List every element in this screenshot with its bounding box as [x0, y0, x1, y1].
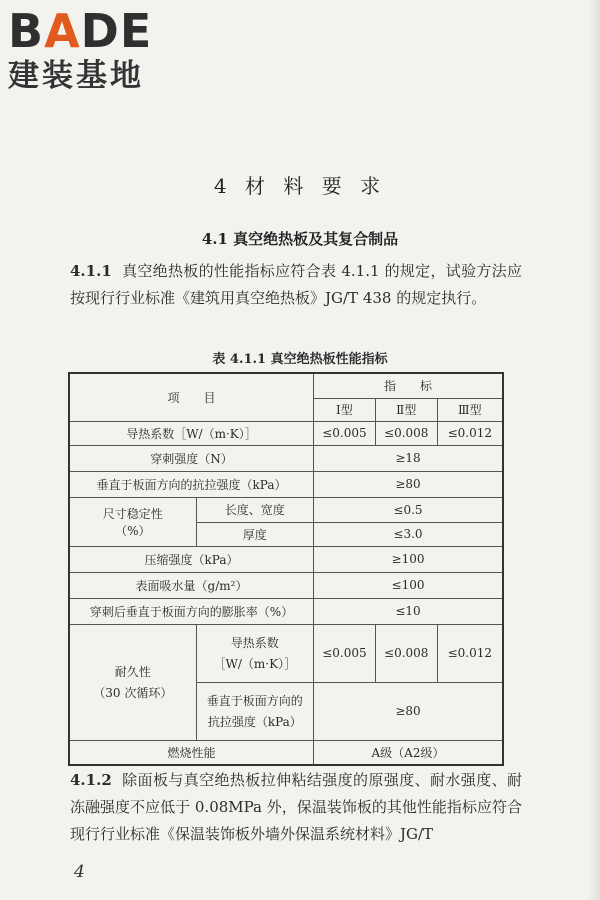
cell-thickness: ≤3.0 — [314, 522, 504, 546]
sublabel-thickness: 厚度 — [196, 522, 313, 546]
clause-number: 4.1.1 — [70, 262, 112, 280]
cell-thermal-1: ≤0.005 — [314, 421, 376, 445]
bade-logo — [8, 6, 178, 94]
header-item: 项 目 — [69, 373, 314, 421]
row-label-swelling: 穿刺后垂直于板面方向的膨胀率（%） — [69, 598, 314, 624]
clause-number: 4.1.2 — [70, 771, 112, 789]
table-title: 表 4.1.1 真空绝热板性能指标 — [212, 352, 388, 367]
cell-thermal-3: ≤0.012 — [437, 421, 503, 445]
clause-text: 真空绝热板的性能指标应符合表 4.1.1 的规定，试验方法应按现行行业标准《建筑用真空绝热板》JG/T 438 的规定执行。 — [70, 262, 522, 307]
sublabel-durability-tensile: 垂直于板面方向的 抗拉强度（kPa） — [196, 682, 313, 740]
cell-durability-thermal-2: ≤0.008 — [375, 624, 437, 682]
page-number: 4 — [74, 862, 85, 882]
sublabel-length: 长度、宽度 — [196, 497, 313, 522]
header-index: 指 标 — [314, 373, 504, 398]
row-label-tensile: 垂直于板面方向的抗拉强度（kPa） — [69, 471, 314, 497]
chapter-title: 4 材 料 要 求 — [213, 174, 387, 198]
cell-thermal-2: ≤0.008 — [375, 421, 437, 445]
cell-durability-thermal-1: ≤0.005 — [314, 624, 376, 682]
row-label-puncture: 穿刺强度（N） — [69, 445, 314, 471]
row-label-fire: 燃烧性能 — [69, 740, 314, 765]
row-label-dimension: 尺寸稳定性 （%） — [69, 497, 196, 546]
logo-wordmark: BADE — [8, 4, 153, 58]
clause-4-1-2 — [70, 767, 522, 848]
cell-fire: A级（A2级） — [314, 740, 504, 765]
row-label-compress: 压缩强度（kPa） — [69, 546, 314, 572]
section-title: 4.1 真空绝热板及其复合制品 — [201, 230, 399, 248]
logo-subtitle: 建装基地 — [8, 58, 144, 94]
row-label-durability: 耐久性 （30 次循环） — [69, 624, 196, 740]
clause-text: 除面板与真空绝热板拉伸粘结强度的原强度、耐水强度、耐冻融强度不应低于 0.08MPa 外，保温装饰板的其他性能指标应符合现行行业标准《保温装饰板外墙外保温系统材料》JG/T — [70, 771, 522, 843]
performance-table — [68, 372, 504, 766]
header-type-2: Ⅱ型 — [375, 398, 437, 421]
clause-4-1-1 — [70, 258, 522, 312]
header-type-3: Ⅲ型 — [437, 398, 503, 421]
page-edge-shadow — [588, 0, 600, 900]
cell-length: ≤0.5 — [314, 497, 504, 522]
cell-swelling: ≤10 — [314, 598, 504, 624]
cell-tensile: ≥80 — [314, 471, 504, 497]
cell-puncture: ≥18 — [314, 445, 504, 471]
cell-absorb: ≤100 — [314, 572, 504, 598]
row-label-thermal: 导热系数［W/（m·K）］ — [69, 421, 314, 445]
header-type-1: Ⅰ型 — [314, 398, 376, 421]
cell-durability-tensile: ≥80 — [314, 682, 504, 740]
sublabel-durability-thermal: 导热系数 ［W/（m·K）］ — [196, 624, 313, 682]
row-label-absorb: 表面吸水量（g/m²） — [69, 572, 314, 598]
cell-durability-thermal-3: ≤0.012 — [437, 624, 503, 682]
cell-compress: ≥100 — [314, 546, 504, 572]
